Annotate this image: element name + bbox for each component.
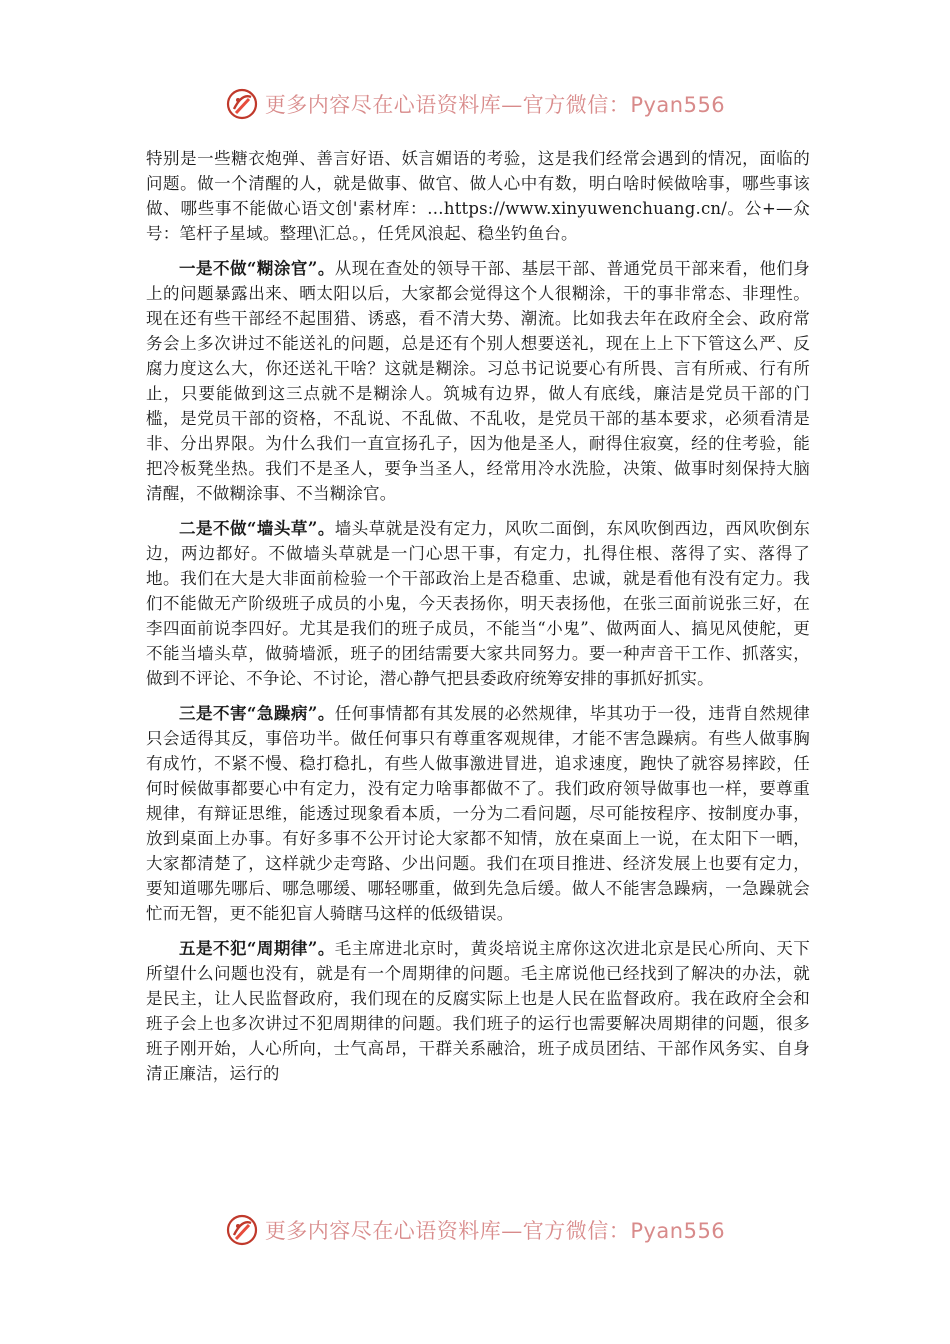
paragraph-body: 墙头草就是没有定力，风吹二面倒，东风吹倒西边，西风吹倒东边，两边都好。不做墙头草就是一门心思干事，有定力，扎得住根、落得了实、落得了地。我们在大是大非面前检验一个干部政治上是否稳重、忠诚，就是看他有没有定力。我们不能做无产阶级班子成员的小鬼，今天表扬你，明天表扬他，在张三面前说张三好，在李四面前说李四好。尤其是我们的班子成员，不能当“小鬼”、做两面人、搞见风使舵，更不能当墙头草，做骑墙派，班子的团结需要大家共同努力。要一种声音干工作、抓落实，做到不评论、不争论、不讨论，潜心静气把县委政府统筹安排的事抓好抓实。 [146, 519, 810, 688]
paragraph-lead: 三是不害“急躁病”。 [179, 704, 335, 723]
paragraph-5 [146, 936, 810, 1086]
banner-text [265, 1215, 725, 1245]
banner-wechat-id: Pyan556 [630, 93, 726, 117]
header-banner [0, 84, 950, 124]
logo-icon [225, 1213, 259, 1247]
logo-icon [225, 87, 259, 121]
paragraph-lead: 一是不做“糊涂官”。 [179, 259, 335, 278]
paragraph-4 [146, 701, 810, 926]
banner-main-text: 更多内容尽在心语资料库—官方微信： [264, 93, 631, 117]
footer-banner [0, 1210, 950, 1250]
paragraph-2 [146, 256, 810, 506]
banner-wechat-id: Pyan556 [630, 1219, 726, 1243]
paragraph-body: 从现在查处的领导干部、基层干部、普通党员干部来看，他们身上的问题暴露出来、晒太阳以后，大家都会觉得这个人很糊涂，干的事非常态、非理性。现在还有些干部经不起围猎、诱惑，看不清大势、潮流。比如我去年在政府全会、政府常务会上多次讲过不能送礼的问题，总是还有个别人想要送礼，现在上上下下管这么严、反腐力度这么大，你还送礼干啥？这就是糊涂。习总书记说要心有所畏、言有所戒、行有所止，只要能做到这三点就不是糊涂人。筑城有边界，做人有底线，廉洁是党员干部的门槛，是党员干部的资格，不乱说、不乱做、不乱收，是党员干部的基本要求，必须看清是非、分出界限。为什么我们一直宣扬孔子，因为他是圣人，耐得住寂寞，经的住考验，能把冷板凳坐热。我们不是圣人，要争当圣人，经常用冷水洗脸，决策、做事时刻保持大脑清醒，不做糊涂事、不当糊涂官。 [146, 259, 810, 503]
banner-text [265, 89, 725, 119]
paragraph-body: 毛主席进北京时，黄炎培说主席你这次进北京是民心所向、天下所望什么问题也没有，就是有一个周期律的问题。毛主席说他已经找到了解决的办法，就是民主，让人民监督政府，我们现在的反腐实际上也是人民在监督政府。我在政府全会和班子会上也多次讲过不犯周期律的问题。我们班子的运行也需要解决周期律的问题，很多班子刚开始，人心所向，士气高昂，干群关系融洽，班子成员团结、干部作风务实、自身清正廉洁，运行的 [146, 939, 810, 1083]
paragraph-lead: 二是不做“墙头草”。 [179, 519, 335, 538]
document-body [146, 146, 810, 1086]
paragraph-body: 任何事情都有其发展的必然规律，毕其功于一役，违背自然规律只会适得其反，事倍功半。做任何事只有尊重客观规律，才能不害急躁病。有些人做事胸有成竹，不紧不慢、稳打稳扎，有些人做事激进冒进，追求速度，跑快了就容易摔跤，任何时候做事都要心中有定力，没有定力啥事都做不了。我们政府领导做事也一样，要尊重规律，有辩证思维，能透过现象看本质，一分为二看问题，尽可能按程序、按制度办事，放到桌面上办事。有好多事不公开讨论大家都不知情，放在桌面上一说，在太阳下一晒，大家都清楚了，这样就少走弯路、少出问题。我们在项目推进、经济发展上也要有定力，要知道哪先哪后、哪急哪缓、哪轻哪重，做到先急后缓。做人不能害急躁病，一急躁就会忙而无智，更不能犯盲人骑瞎马这样的低级错误。 [146, 704, 810, 923]
paragraph-lead: 五是不犯“周期律”。 [179, 939, 335, 958]
paragraph-1 [146, 146, 810, 246]
paragraph-3 [146, 516, 810, 691]
banner-main-text: 更多内容尽在心语资料库—官方微信： [264, 1219, 631, 1243]
paragraph-body: 特别是一些糖衣炮弹、善言好语、妖言媚语的考验，这是我们经常会遇到的情况，面临的问题。做一个清醒的人，就是做事、做官、做人心中有数，明白啥时候做啥事，哪些事该做、哪些事不能做心语文创'素材库：…https://www.xinyuwenchuang.cn/。公+—众号：笔杆子星域。整理\汇总。，任凭风浪起、稳坐钓鱼台。 [146, 149, 810, 243]
